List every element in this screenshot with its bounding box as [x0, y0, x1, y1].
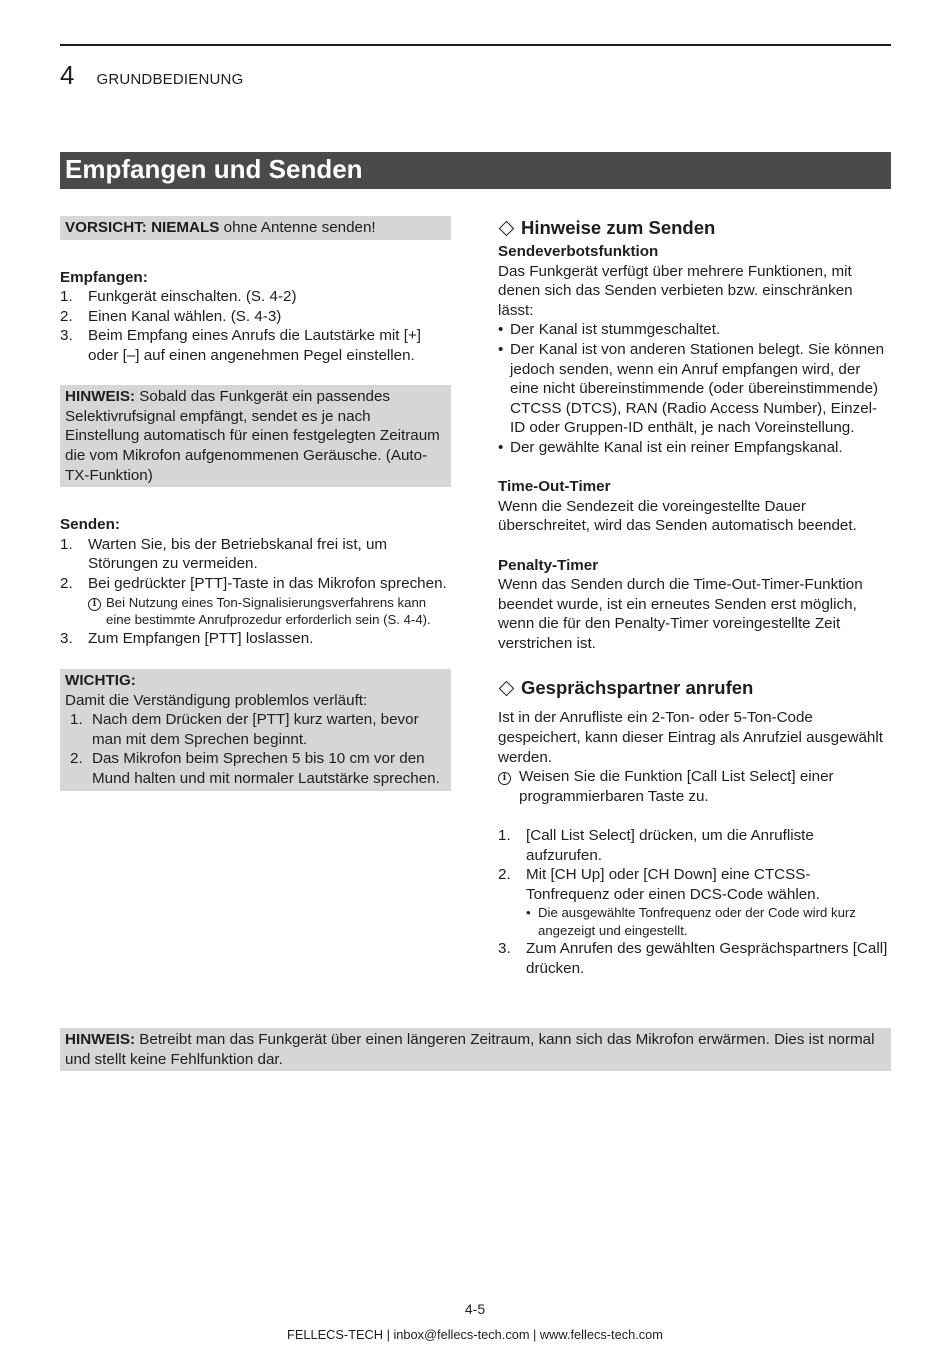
send-title: Senden:: [60, 516, 120, 534]
chapter-header: [60, 60, 243, 90]
call-heading: Gesprächspartner anrufen: [498, 676, 891, 700]
penalty-text: Wenn das Senden durch die Time-Out-Timer-Funktion beendet wurde, ist ein erneutes Senden erst möglich, wenn die für den Penalty-Timer voreingestellte Zeit verstrichen ist.: [498, 576, 863, 652]
list-item: 1. [Call List Select] drücken, um die Anrufliste aufzurufen.: [498, 827, 814, 864]
bottom-hint-label: HINWEIS:: [65, 1031, 136, 1048]
footer: FELLECS-TECH | inbox@fellecs-tech.com | www.fellecs-tech.com: [287, 1327, 663, 1342]
list-item: 1. Warten Sie, bis der Betriebskanal frei ist, um Störungen zu vermeiden.: [60, 535, 388, 573]
list-item: 3. Zum Anrufen des gewählten Gesprächspartners [Call] drücken.: [498, 940, 888, 977]
list-item: [60, 594, 451, 629]
penalty-title: Penalty-Timer: [498, 556, 599, 574]
caution-box: [60, 216, 451, 240]
bottom-hint-text: Betreibt man das Funkgerät über einen längeren Zeitraum, kann sich das Mikrofon erwärmen. Dies ist normal und stellt keine Fehlfunktion dar.: [65, 1031, 875, 1068]
tot-title: Time-Out-Timer: [498, 478, 611, 496]
list-item: [498, 904, 891, 939]
list-item: 2. Mit [CH Up] oder [CH Down] eine CTCSS-Tonfrequenz oder einen DCS-Code wählen.: [498, 866, 820, 903]
caution-label: VORSICHT: NIEMALS: [65, 219, 220, 236]
list-item: 2. Das Mikrofon beim Sprechen 5 bis 10 cm vor den Mund halten und mit normaler Lautstärke sprechen.: [70, 750, 440, 788]
call-steps: [498, 826, 891, 979]
diamond-icon: [499, 681, 515, 697]
hint-text: Sobald das Funkgerät ein passendes Selektivrufsignal empfängt, sendet es je nach Einstellung automatisch für einen festgelegten Zeitraum die vom Mikrofon aufgenommenen Geräusche. (Auto-TX-Funktion): [65, 388, 440, 484]
receive-title: Empfangen:: [60, 268, 148, 286]
chapter-title: GRUNDBEDIENUNG: [96, 71, 244, 88]
inhibit-title: Sendeverbotsfunktion: [498, 243, 659, 260]
important-box: [60, 669, 451, 791]
list-item: • Der Kanal ist stummgeschaltet.: [498, 321, 721, 339]
list-item: 3. Zum Empfangen [PTT] loslassen.: [60, 629, 314, 647]
list-item: 2. Bei gedrückter [PTT]-Taste in das Mikrofon sprechen.: [60, 574, 447, 592]
inhibit-text: Das Funkgerät verfügt über mehrere Funktionen, mit denen sich das Senden verbieten bzw. einschränken lässt:: [498, 262, 853, 319]
list-item: 1. Funkgerät einschalten. (S. 4-2): [60, 288, 297, 306]
list-item: 1. Nach dem Drücken der [PTT] kurz warten, bevor man mit dem Sprechen beginnt.: [70, 711, 419, 748]
bottom-hint-box: [60, 1028, 891, 1071]
header-rule: [60, 44, 891, 46]
call-step2-note: • Die ausgewählte Tonfrequenz oder der Code wird kurz angezeigt und eingestellt.: [526, 905, 856, 938]
list-item: 3. Beim Empfang eines Anrufs die Lautstärke mit [+] oder [–] auf einen angenehmen Pegel einstellen.: [60, 327, 422, 364]
right-column: [498, 216, 891, 979]
section-title: Empfangen und Senden: [60, 152, 891, 189]
important-label: WICHTIG:: [65, 672, 136, 690]
list-item: • Der gewählte Kanal ist ein reiner Empfangskanal.: [498, 438, 843, 456]
hint-label: HINWEIS:: [65, 388, 136, 406]
send-steps: [60, 535, 451, 648]
info-icon: i: [498, 772, 511, 785]
list-item: 2. Einen Kanal wählen. (S. 4-3): [60, 307, 282, 325]
call-text: Ist in der Anrufliste ein 2-Ton- oder 5-Ton-Code gespeichert, kann dieser Eintrag als Anrufziel ausgewählt werden.: [498, 709, 883, 766]
important-list: [65, 710, 446, 788]
page-number: 4-5: [464, 1301, 486, 1317]
send-info: i Bei Nutzung eines Ton-Signalisierungsverfahrens kann eine bestimmte Anrufprozedur erforderlich sein (S. 4-4).: [88, 594, 451, 629]
info-icon: i: [88, 598, 101, 611]
tot-text: Wenn die Sendezeit die voreingestellte Dauer überschreitet, wird das Senden automatisch beendet.: [498, 497, 857, 535]
hint-box: [60, 385, 451, 487]
important-intro: Damit die Verständigung problemlos verläuft:: [65, 691, 368, 709]
receive-steps: [60, 287, 451, 365]
call-info: i Weisen Sie die Funktion [Call List Select] einer programmierbaren Taste zu.: [498, 767, 891, 806]
caution-text: ohne Antenne senden!: [219, 219, 376, 236]
chapter-number: 4: [60, 60, 75, 90]
left-column: [60, 216, 451, 791]
tx-heading: Hinweise zum Senden: [498, 216, 891, 240]
diamond-icon: [499, 220, 515, 236]
list-item: • Der Kanal ist von anderen Stationen belegt. Sie können jedoch senden, wenn ein Anruf empfangen wird, der eine nicht übereinstimmende (oder übereinstimmende) CTCSS (DTCS), RAN (Radio Access Number), Einzel-ID oder Gruppen-ID enthält, je nach Voreinstellung.: [498, 340, 885, 437]
